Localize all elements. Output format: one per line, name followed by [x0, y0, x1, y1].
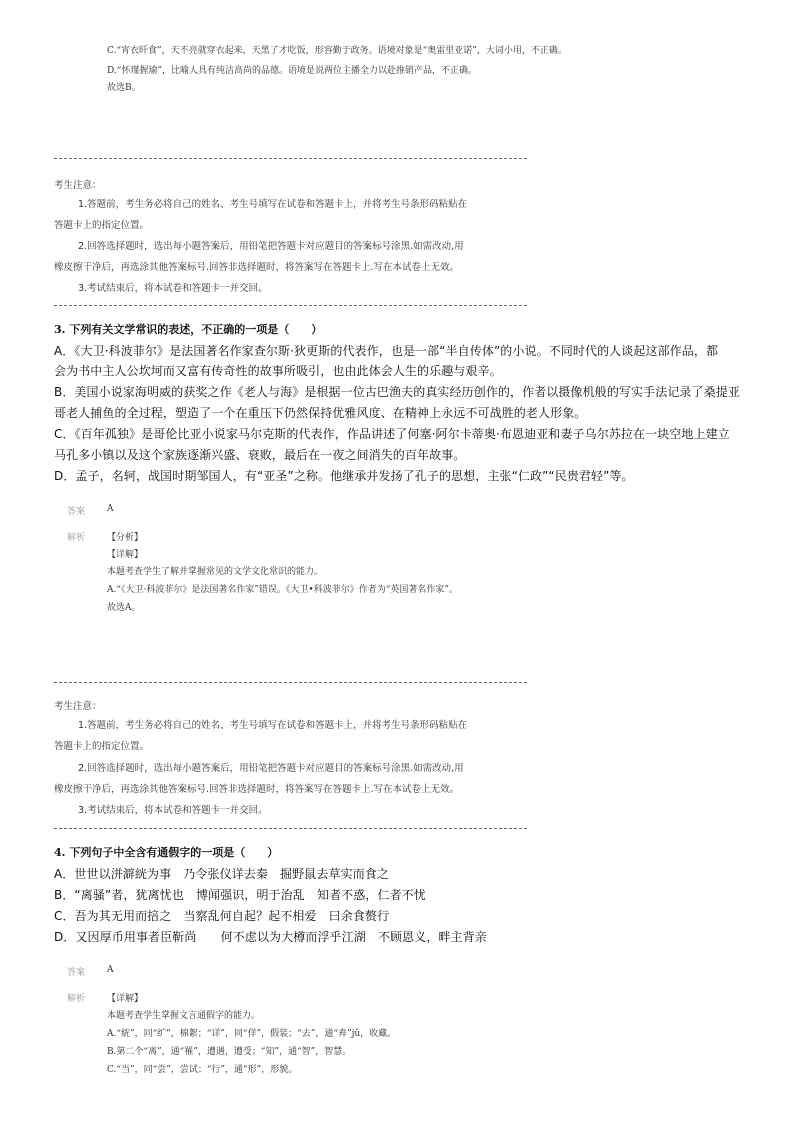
- question-3-option-b-cont: 哥老人捕鱼的全过程，塑造了一个在重压下仍然保持优雅风度、在精神上永远不可战胜的老人形象。: [54, 406, 587, 420]
- answer-label: 答案: [67, 968, 86, 978]
- question-3-title: 3. 下列有关文学常识的表述，不正确的一项是（ ）: [54, 323, 323, 336]
- question-4-option-b: B．“离骚”者，犹离忧也 博闻强识，明于治乱 知者不惑，仁者不忧: [54, 888, 426, 902]
- notice-item-1-cont: 答题卡上的指定位置。: [54, 220, 150, 231]
- answer-value: A: [107, 504, 114, 514]
- explanation-option-c: C.“当”，同“尝”，尝试；“行”，通“形”，形貌。: [107, 1065, 298, 1075]
- question-4-option-d: D．又因厚币用事者臣靳尚 何不虑以为大樽而浮乎江湖 不顾恩义，畔主背亲: [54, 930, 487, 944]
- notice-item-1: 1.答题前，考生务必将自己的姓名、考生号填写在试卷和答题卡上，并将考生号条形码粘贴在: [78, 199, 468, 210]
- question-4-option-a: A．世世以洴澼絖为事 乃令张仪详去秦 掘野鼠去草实而食之: [54, 867, 390, 881]
- explanation-conclusion: 故选B。: [107, 83, 141, 93]
- dashed-divider: [54, 682, 527, 683]
- question-3-option-c: C．《百年孤独》是哥伦比亚小说家马尔克斯的代表作，作品讲述了何塞·阿尔卡蒂奥·布恩迪亚和妻子乌尔苏拉在一块空地上建立: [54, 427, 730, 441]
- dashed-divider: [54, 158, 527, 159]
- notice-item-1-cont: 答题卡上的指定位置。: [54, 741, 150, 752]
- dashed-divider: [54, 828, 527, 829]
- question-4-title: 4. 下列句子中全含有通假字的一项是（ ）: [54, 846, 279, 859]
- notice-item-2: 2.回答选择题时，选出每小题答案后，用铅笔把答题卡对应题目的答案标号涂黑.如需改动,用: [78, 241, 464, 252]
- notice-title: 考生注意：: [54, 701, 102, 712]
- notice-item-2: 2.回答选择题时，选出每小题答案后，用铅笔把答题卡对应题目的答案标号涂黑.如需改动,用: [78, 763, 464, 774]
- answer-label: 答案: [67, 507, 86, 517]
- dashed-divider: [54, 305, 527, 306]
- explanation-option-d: D.“怀瑾握瑜”，比喻人具有纯洁高尚的品德。语境是说两位主播全力以赴推销产品，不正确。: [107, 66, 477, 76]
- explanation-line: A.“《大卫·科波菲尔》是法国著名作家”错误。《大卫•科波菲尔》作者为“英国著名作家”。: [107, 585, 458, 595]
- answer-value: A: [107, 965, 114, 975]
- notice-item-2-cont: 橡皮擦干净后，再选涂其他答案标号.回答非选择题时，将答案写在答题卡上.写在本试卷上无效。: [54, 262, 460, 273]
- notice-item-3: 3.考试结束后，将本试卷和答题卡一并交回。: [78, 283, 268, 294]
- explanation-line: 本题考查学生掌握文言通假字的能力。: [107, 1011, 261, 1021]
- notice-title: 考生注意：: [54, 180, 102, 191]
- question-3-option-a: A．《大卫·科波菲尔》是法国著名作家查尔斯·狄更斯的代表作，也是一部“半自传体”的小说。不同时代的人谈起这部作品，都: [54, 344, 719, 358]
- question-3-option-c-cont: 马孔多小镇以及这个家族逐渐兴盛、衰败，最后在一夜之间消失的百年故事。: [54, 448, 466, 462]
- analysis-section-tag: 【分析】: [107, 533, 144, 543]
- question-3-option-a-cont: 会为书中主人公坎坷而又富有传奇性的故事所吸引，也由此体会人生的乐趣与艰辛。: [54, 364, 502, 378]
- explanation-option-a: A.“絖”，同“纩”，棉絮；“详”，同“佯”，假装；“去”，通“弆”jǔ，收藏。: [107, 1029, 397, 1039]
- detail-section-tag: 【详解】: [107, 994, 144, 1004]
- explanation-line: 本题考查学生了解并掌握常见的文学文化常识的能力。: [107, 567, 324, 577]
- explanation-option-c: C.“宵衣旰食”，天不亮就穿衣起来，天黑了才吃饭，形容勤于政务。语境对象是“奥雷里亚诺”，大词小用，不正确。: [107, 46, 567, 56]
- detail-section-tag: 【详解】: [107, 550, 144, 560]
- notice-item-1: 1.答题前，考生务必将自己的姓名、考生号填写在试卷和答题卡上，并将考生号条形码粘贴在: [78, 720, 468, 731]
- question-3-option-d: D．孟子，名轲，战国时期邹国人，有“亚圣”之称。他继承并发扬了孔子的思想，主张“仁政”“民贵君轻”等。: [54, 469, 634, 483]
- question-3-option-b: B．美国小说家海明威的获奖之作《老人与海》是根据一位古巴渔夫的真实经历创作的，作者以摄像机般的写实手法记录了桑提亚: [54, 385, 740, 399]
- explanation-conclusion: 故选A。: [107, 603, 141, 613]
- notice-item-2-cont: 橡皮擦干净后，再选涂其他答案标号.回答非选择题时，将答案写在答题卡上.写在本试卷上无效。: [54, 784, 460, 795]
- explanation-option-b: B.第二个“离”，通“罹”，遭遇，遭受；“知”，通“智”，智慧。: [107, 1047, 352, 1057]
- analysis-label: 解析: [67, 994, 86, 1004]
- notice-item-3: 3.考试结束后，将本试卷和答题卡一并交回。: [78, 805, 268, 816]
- question-4-option-c: C．吾为其无用而掊之 当察乱何自起？起不相爱 曰余食赘行: [54, 909, 390, 923]
- analysis-label: 解析: [67, 533, 86, 543]
